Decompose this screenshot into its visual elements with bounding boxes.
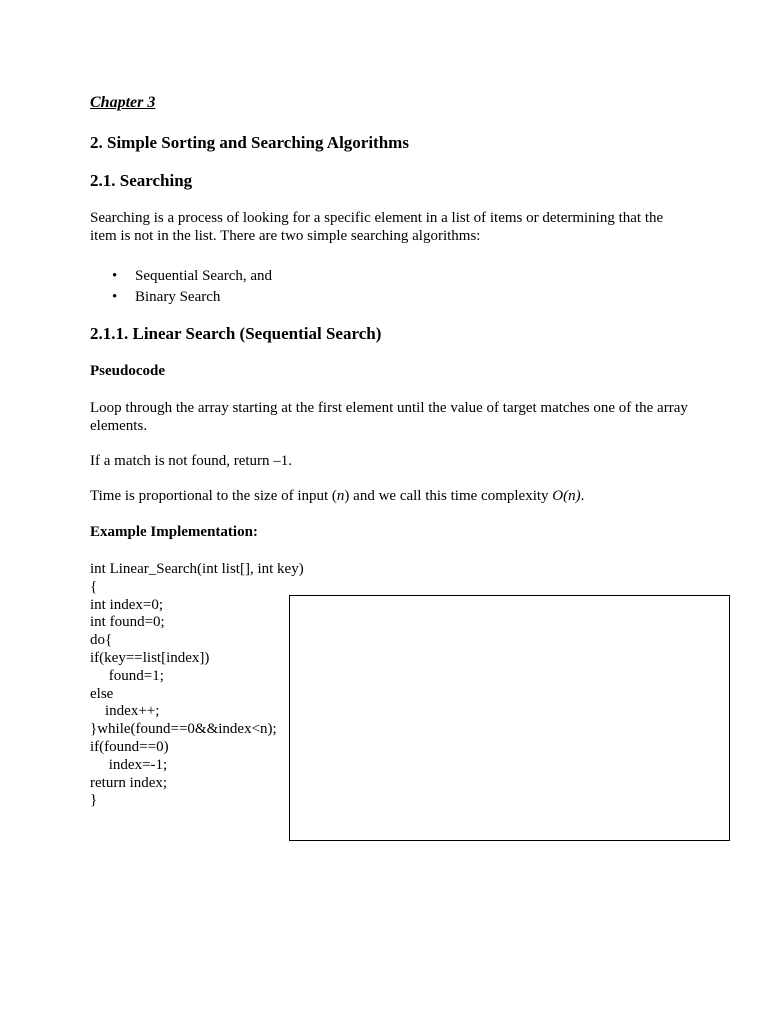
bullet-icon: • xyxy=(112,268,118,284)
code-line: if(key==list[index]) xyxy=(90,649,210,666)
complexity-text-after: . xyxy=(580,488,585,504)
code-line: int index=0; xyxy=(90,596,164,613)
pseudocode-paragraph-loop: Loop through the array starting at the first element until the value of target matches one of the array elements. xyxy=(90,400,688,434)
list-item-text: Binary Search xyxy=(135,289,221,305)
complexity-paragraph xyxy=(90,488,584,505)
code-line: index++; xyxy=(90,703,160,720)
complexity-n: n xyxy=(336,488,345,504)
code-line: int found=0; xyxy=(90,614,165,631)
bullet-icon: • xyxy=(112,289,118,305)
list-item xyxy=(112,287,272,308)
code-line: do{ xyxy=(90,632,113,649)
complexity-big-o: O(n) xyxy=(552,488,581,504)
empty-figure-frame xyxy=(289,595,730,841)
list-item xyxy=(112,266,272,287)
code-line: }while(found==0&&index<n); xyxy=(90,721,277,738)
algorithm-bullet-list xyxy=(112,266,272,308)
code-line: int Linear_Search(int list[], int key) xyxy=(90,561,304,577)
code-line: if(found==0) xyxy=(90,738,169,755)
code-line: else xyxy=(90,685,114,702)
code-line: } xyxy=(90,792,98,809)
subsection-heading-searching: 2.1. Searching xyxy=(90,171,193,190)
complexity-text-middle: ) and we call this time complexity xyxy=(344,488,553,504)
list-item-text: Sequential Search, and xyxy=(135,268,273,284)
code-line: index=-1; xyxy=(90,756,168,773)
code-listing xyxy=(90,561,304,810)
intro-paragraph: Searching is a process of looking for a specific element in a list of items or determining that the item is not in the list. There are two simple searching algorithms: xyxy=(90,210,664,244)
linear-search-heading: 2.1.1. Linear Search (Sequential Search) xyxy=(90,324,382,343)
pseudocode-paragraph-not-found: If a match is not found, return –1. xyxy=(90,453,293,469)
code-line: found=1; xyxy=(90,667,164,684)
chapter-label: Chapter 3 xyxy=(90,94,156,111)
code-line: return index; xyxy=(90,774,168,791)
example-implementation-label: Example Implementation: xyxy=(90,524,258,540)
code-line: { xyxy=(90,578,98,595)
section-heading: 2. Simple Sorting and Searching Algorithms xyxy=(90,133,409,152)
pseudocode-label: Pseudocode xyxy=(90,363,165,379)
complexity-text-before: Time is proportional to the size of input ( xyxy=(90,488,337,504)
